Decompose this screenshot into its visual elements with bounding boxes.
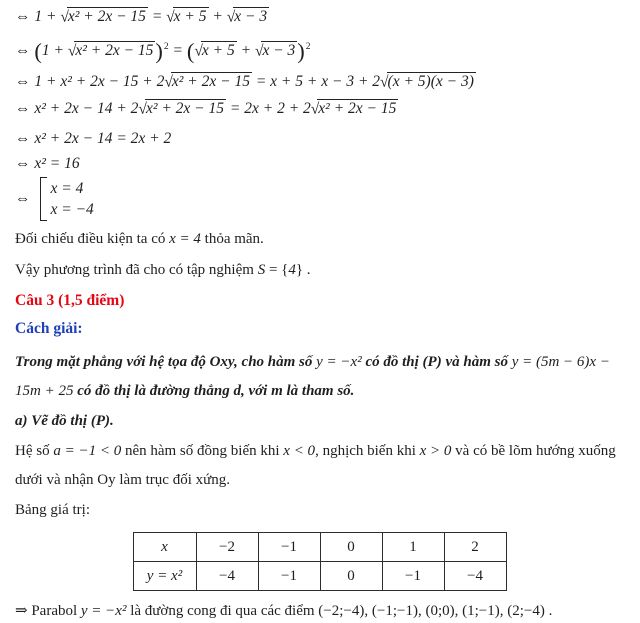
sqrt-expression [380,70,476,93]
radicand: x − 3 [234,8,268,25]
radical-sign: √ [254,42,264,60]
math-segment: 4 [288,262,296,279]
big-paren: ( [186,38,195,64]
math-segment: Trong mặt phẳng với hệ tọa độ Oxy, cho hàm số [15,354,317,371]
math-segment: = x + 5 + x − 3 + 2 [251,73,381,91]
radical-sign: √ [60,8,69,26]
sqrt-expression [60,5,148,28]
math-segment: + [236,42,255,60]
math-segment: ⇔ [15,8,35,25]
equation-step-5 [15,127,624,150]
math-segment: (−2;−4), (−1;−1), (0;0), (1;−1), (2;−4) . [318,603,553,620]
solution-set-text [15,258,624,282]
math-segment: y = −x² [80,603,127,620]
radicand: x² + 2x − 15 [318,100,397,118]
math-segment: ⇔ [15,155,35,173]
math-segment: } . [295,262,311,279]
math-segment: ⇒ Parabol [15,603,81,620]
math-segment: = 2x + 2 + 2 [226,100,311,118]
sqrt-expression [227,5,269,28]
table-cell: −4 [444,562,506,591]
math-segment: x = 4 [169,231,201,248]
sqrt-expression [255,35,297,66]
math-segment: y = −x² [316,354,362,371]
math-segment: S [257,262,266,279]
math-segment: nên hàm số đồng biến khi [121,443,284,460]
radical-sign: √ [166,8,175,26]
math-segment: x² + 2x − 14 = 2x + 2 [34,130,172,148]
math-segment: Vậy phương trình đã cho có tập nghiệm [15,262,258,279]
cases-stack [51,178,94,220]
math-segment: ⇔ [15,42,35,60]
math-segment: ⇔ [15,73,35,91]
radical-sign: √ [380,73,389,91]
math-segment: a) Vẽ đồ thị (P). [15,413,114,430]
table-cell: 0 [320,562,382,591]
table-cell: y = x² [133,562,196,591]
case-solution-1: x = 4 [50,180,84,198]
equation-cases [15,177,624,221]
big-paren: ( [34,38,42,64]
table-cell: 1 [382,533,444,562]
table-row-y [133,562,506,591]
sqrt-expression [68,35,156,66]
table-cell: −1 [382,562,444,591]
math-segment: và có bề lõm hướng xuống dưới và nhận Oy làm trục đối xứng. [15,443,616,489]
radical-sign: √ [67,42,77,60]
equivalence-arrow: ⇔ [15,190,32,208]
sqrt-expression [194,35,236,66]
math-segment: , nghịch biến khi [315,443,420,460]
radicand: x² + 2x − 15 [171,73,250,91]
radicand: x + 5 [173,8,207,25]
math-segment: Đối chiếu điều kiện ta có [15,231,170,248]
sqrt-expression [138,97,226,120]
math-segment: x² + 2x − 14 + 2 [34,100,139,118]
big-paren: ) [155,38,163,64]
condition-check-text [15,227,624,251]
radicand: x² + 2x − 15 [67,8,146,25]
analysis-paragraph [15,437,624,495]
math-segment: x < 0 [283,443,316,460]
math-segment: = [168,42,187,60]
equation-step-4 [15,97,624,120]
math-segment: ⇔ [15,100,35,118]
case-solution-2: x = −4 [50,201,94,219]
problem-statement [15,348,624,406]
sqrt-expression [166,5,208,28]
radical-sign: √ [194,42,203,60]
method-label: Cách giải: [15,320,83,338]
table-label: Bảng giá trị: [15,502,90,519]
math-segment: = [147,8,167,25]
radicand: x + 5 [201,42,235,60]
math-segment: x² = 16 [34,155,80,173]
exponent: 2 [305,42,311,52]
parabola-conclusion [15,599,624,623]
math-segment: thỏa mãn. [200,231,264,248]
equation-step-1 [15,5,624,28]
part-a-heading [15,409,624,433]
math-segment: + [208,8,227,25]
math-segment: 1 + [34,8,61,25]
math-segment: x > 0 [419,443,452,460]
math-segment: y = (5m − 6)x − 15m + 25 [15,354,610,400]
math-segment: Hệ số [15,443,54,460]
radicand: x − 3 [262,42,296,60]
question-heading: Câu 3 (1,5 điểm) [15,292,125,310]
table-cell: −2 [196,533,258,562]
table-cell: 0 [320,533,382,562]
table-cell: −1 [258,533,320,562]
math-segment: = { [265,262,289,279]
big-paren: ) [297,38,305,64]
equation-step-6 [15,152,624,175]
radical-sign: √ [226,8,236,26]
radical-sign: √ [164,73,173,91]
math-segment: ⇔ [15,130,35,148]
math-segment: là đường cong đi qua các điểm [126,603,319,620]
value-table [133,532,507,591]
table-cell: 2 [444,533,506,562]
cases-bracket [40,177,47,221]
sqrt-expression [311,97,399,120]
radicand: x² + 2x − 15 [145,100,225,118]
table-cell: −1 [258,562,320,591]
radical-sign: √ [310,100,320,118]
exponent: 2 [163,42,169,52]
table-cell: −4 [196,562,258,591]
math-segment: 1 + x² + 2x − 15 + 2 [34,73,165,91]
radicand: (x + 5)(x − 3) [387,73,474,91]
radical-sign: √ [138,100,147,118]
table-row-x [133,533,506,562]
table-cell: x [133,533,196,562]
math-segment: có đồ thị (P) và hàm số [361,354,512,371]
math-segment: có đồ thị là đường thẳng d, với m là tham số. [73,383,355,400]
math-segment: 1 + [41,42,68,60]
equation-step-3 [15,70,624,93]
radicand: x² + 2x − 15 [75,42,154,60]
math-segment: a = −1 < 0 [53,443,122,460]
sqrt-expression [164,70,252,93]
equation-step-2 [15,32,624,66]
